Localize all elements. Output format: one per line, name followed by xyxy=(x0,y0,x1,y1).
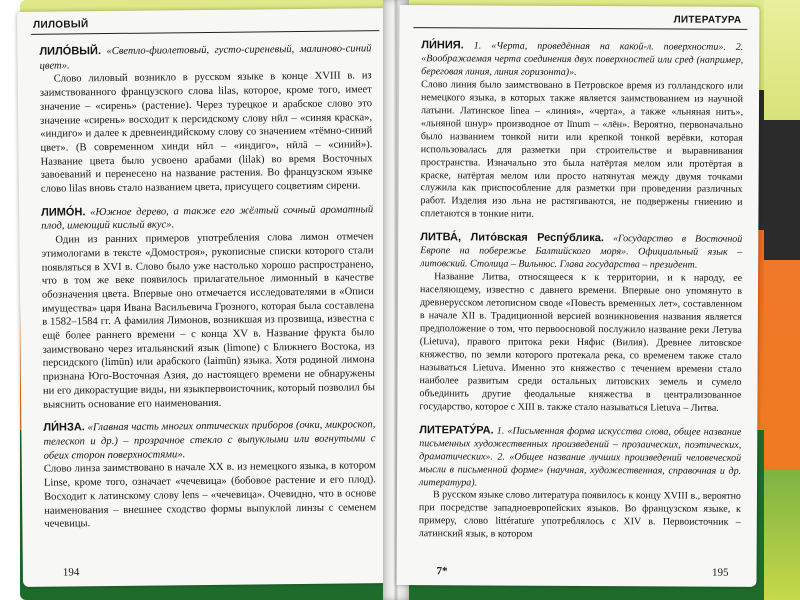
lemma: ЛИ́НИЯ. xyxy=(421,39,464,52)
left-page xyxy=(17,8,395,587)
paragraph: Слово лиловый возникло в русском языке в конце XVIII в. из заимствованного французского слова lilas, которое, кроме того, имеет значение – «сирень» (растение). Через турецкое и арабское слово это значение «сирень» восходит к персидскому слову нӣл – «синяя краска», «индиго» и далее к древнеиндийскому слову со значением «тёмно-синий цвет». (В современном хинди нӣл – «индиго», нӣлā – «синий»). Название цвета было усвоено арабами (lilak) во время Восточных завоеваний и перенесено на название растения. Во французском языке слово lilas вновь стало названием цвета, присущего соцветиям сирени. xyxy=(39,70,373,195)
right-page xyxy=(396,5,759,587)
head-rule-left xyxy=(31,30,379,35)
paragraph: В русском языке слово литература появилось к концу XVIII в., вероятно при посредстве западноевропейских языков. Во французском языке, к примеру, слово littérature употреблялось с XIV в. Первоисточник – латинский язык, в котором xyxy=(418,489,741,541)
paragraph: Название Литва, относящееся к к территории, и к народу, ее населяющему, известно с давнего времени. Впервые оно упомянуто в древнерусском летописном своде «Повесть временных лет», составленном в начале XII в. Традиционной версией возникновения названия является предположение о том, что первоосновой послужило название реки Летува (Lietuva), правого притока реки Няфис (Вилия). Древнее литовское княжество, по земли которого протекала река, со временем также стало называться Lietuva. Именно это княжество с течением времени стало наиболее развитым среди остальных литовских земель и сумело объединить другие феодальные княжества в централизованное государство, которое с XIII в. также стало называться Lietuva – Литва. xyxy=(419,271,743,414)
entry-literatura xyxy=(419,424,742,543)
lemma: ЛИТЕРАТУ́РА. xyxy=(419,423,494,437)
lemma: ЛИ́НЗА. xyxy=(43,421,85,434)
entry-limon xyxy=(41,203,375,412)
right-page-text xyxy=(419,39,744,551)
paragraph: Один из ранних примеров употребления слова лимон отмечен этимологами в тексте «Домостроя», рукописные списки которого стали появляться в XVI в. Слово было уже настолько хорошо распространено, что в том же веке появилось прилагательное лимонный в качестве обозначения цвета. Впервые оно отмечается исследователями в «Описи имущества» царя Ивана Васильевича Грозного, которая была составлена в 1582–1584 гг. А фамилия Лимонов, возникшая из прозвища, известна с ещё более раннего времени – с конца XV в. Название фрукта было заимствовано через итальянский язык (limone) с Ближнего Востока, из персидского (limūn) или арабского (laimūn) языка. Хотя родиной лимона признана Юго-Восточная Азия, до настоящего времени не обнаружены ни его дикорастущие виды, ни языкпервоисточник, который позволил бы выяснить основание его наименования. xyxy=(41,231,376,411)
paragraph: Слово линия было заимствовано в Петровское время из голландского или немецкого языка, в которых также является заимствованием из научной латыни. Латинское linea – «линия», «черта», а также «льняная нить», «льняной шнур» производное от līnum – «лён». Вероятно, первоначально было названием тонкой нити или крепкой тонкой верёвки, которая использовалась для разметки при строительстве и выравнивания пространства. Изначально это была натёртая мелом или протёртая в краске, натёртая мелом или просто натянутая между двумя точками служила как приспособление для разметки при проведении различных работ. Изделия изо льна не растягиваются, не подвержены гниению и сплетаются в тонкие нити. xyxy=(420,79,744,221)
running-head-left: ЛИЛОВЫЙ xyxy=(33,19,89,31)
entry-linza xyxy=(43,419,376,532)
gloss: «Государство в Восточной Европе на побережье Балтийского моря». Официальный язык – литовский. Столица – Вильнюс. Глава государства – президент. xyxy=(420,233,743,271)
gloss: «Светло-фиолетовый, густо-сиреневый, малиново-синий цвет». xyxy=(39,43,372,72)
left-page-text xyxy=(39,42,376,539)
running-head-right: ЛИТЕРАТУРА xyxy=(673,14,742,26)
page-number-left: 194 xyxy=(62,566,80,579)
gloss: «Главная часть многих оптических приборов (очки, микроскоп, телескоп и др.) – прозрачное стекло с выпуклыми или вогнутыми с обеих сторон поверхностями». xyxy=(43,419,376,462)
head-rule-right xyxy=(413,27,747,30)
gloss: 1. «Черта, проведённая на какой-л. поверхности». 2. «Воображаемая черта соединения двух поверхностей или сред (например, береговая линия, линия горизонта)». xyxy=(421,40,744,78)
gloss: «Южное дерево, а также его жёлтый сочный ароматный плод, имеющий кислый вкус». xyxy=(41,203,374,233)
book-cover-edge xyxy=(764,0,800,600)
lemma: ЛИЛО́ВЫЙ. xyxy=(39,45,102,58)
paragraph: Слово линза заимствовано в начале XX в. из немецкого языка, в котором Linse, кроме того, означает «чечевица» (бобовое растение и его плод). Восходит к латинскому слову lens – «чечевица». Очевидно, что в основе наименования – внешнее сходство формы выпуклой линзы с семенем чечевицы. xyxy=(43,460,377,530)
entry-litva xyxy=(419,232,742,416)
gloss: 1. «Письменная форма искусства слова, общее название письменных художественных произведений – прозаических, поэтических, драматических». 2. «Общее название лучших произведений человеческой мысли в письменной форме» (научная, художественная, справочная и др. литература). xyxy=(418,425,742,488)
printer-signature-mark: 7* xyxy=(436,565,448,578)
entry-liniya xyxy=(420,39,743,223)
lemma: ЛИТВА́, Лито́вская Респу́блика. xyxy=(420,231,605,245)
entry-lilovyi xyxy=(39,42,373,196)
page-number-right: 195 xyxy=(712,566,729,579)
lemma: ЛИМО́Н. xyxy=(41,205,86,219)
